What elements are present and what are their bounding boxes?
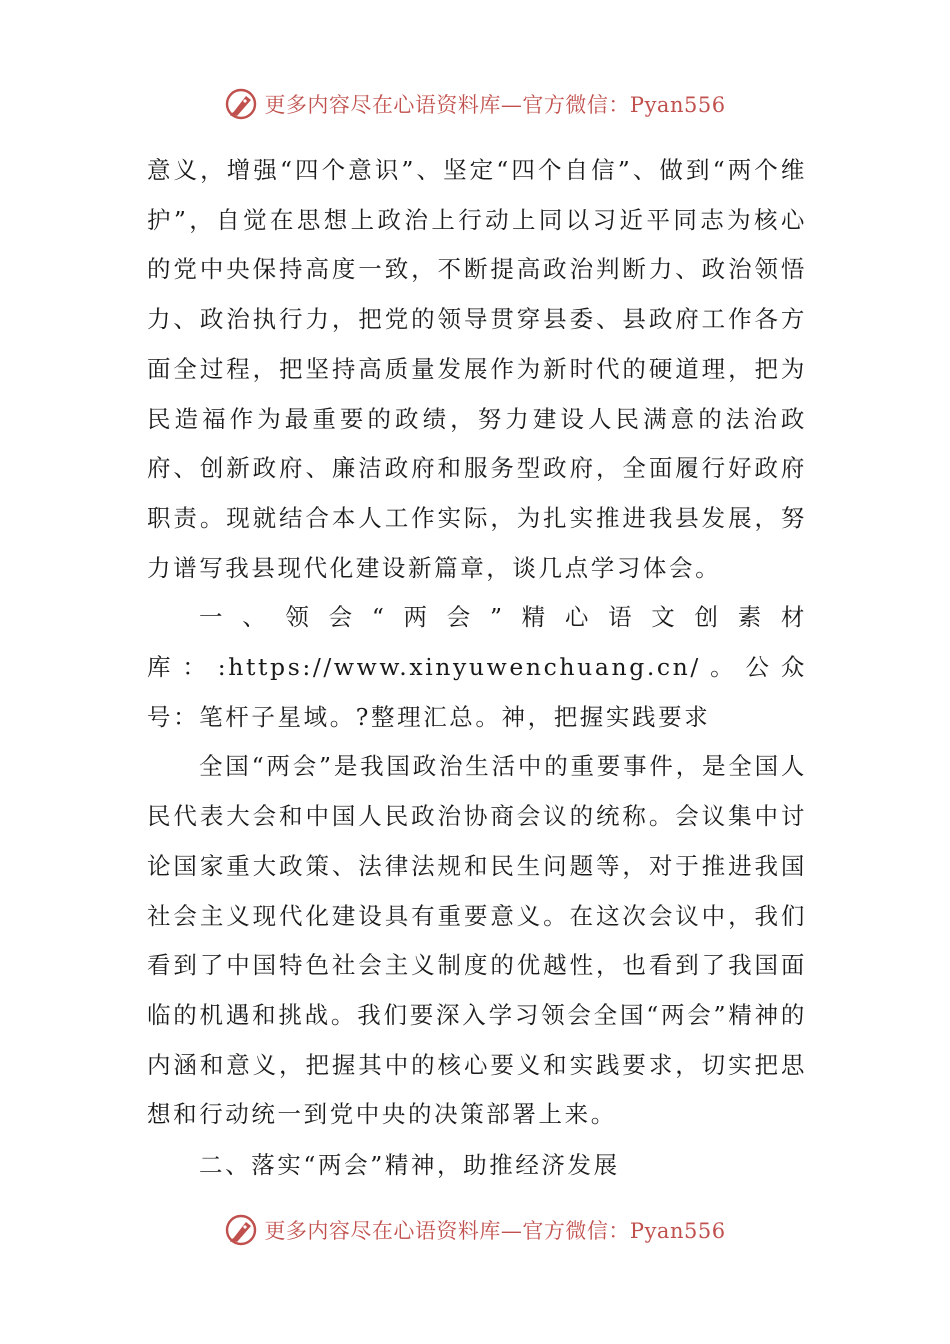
banner-text: 更多内容尽在心语资料库—官方微信：Pyan556 xyxy=(264,93,726,117)
pen-nib-logo-icon xyxy=(224,1213,258,1247)
header-banner xyxy=(0,84,950,124)
document-body xyxy=(147,146,807,1191)
paragraph-two-sessions: 全国“两会”是我国政治生活中的重要事件，是全国人民代表大会和中国人民政治协商会议的统称。会议集中讨论国家重大政策、法律法规和民生问题等，对于推进我国社会主义现代化建设具有重要意义。在这次会议中，我们看到了中国特色社会主义制度的优越性，也看到了我国面临的机遇和挑战。我们要深入学习领会全国“两会”精神的内涵和意义，把握其中的核心要义和实践要求，切实把思想和行动统一到党中央的决策部署上来。 xyxy=(147,752,807,1129)
banner-text: 更多内容尽在心语资料库—官方微信：Pyan556 xyxy=(264,1219,726,1243)
section-heading-2: 二、落实“两会”精神，助推经济发展 xyxy=(199,1151,620,1180)
paragraph-intro: 意义，增强“四个意识”、坚定“四个自信”、做到“两个维护”，自觉在思想上政治上行动上同以习近平同志为核心的党中央保持高度一致，不断提高政治判断力、政治领悟力、政治执行力，把党的领导贯穿县委、县政府工作各方面全过程，把坚持高质量发展作为新时代的硬道理，把为民造福作为最重要的政绩，努力建设人民满意的法治政府、创新政府、廉洁政府和服务型政府，全面履行好政府职责。现就结合本人工作实际，为扎实推进我县发展，努力谱写我县现代化建设新篇章，谈几点学习体会。 xyxy=(147,156,807,582)
section-heading-1: 一、领会“两会”精心语文创素材库：:https://www.xinyuwenchuang.cn/。公众号：笔杆子星域。?整理汇总。神，把握实践要求 xyxy=(147,603,807,731)
pen-nib-logo-icon xyxy=(224,87,258,121)
footer-banner xyxy=(0,1210,950,1250)
